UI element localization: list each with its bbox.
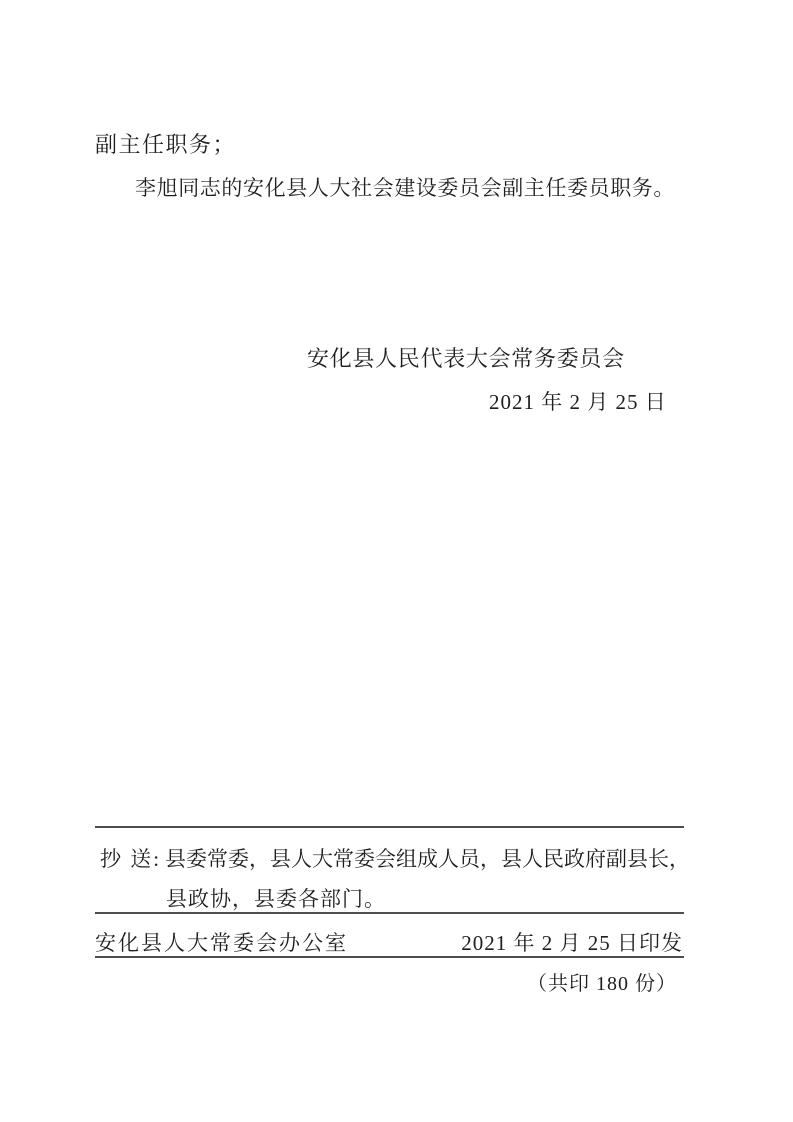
print-date: 2021 年 2 月 25 日印发 [461,931,683,955]
office-name: 安化县人大常委会办公室 [95,931,348,955]
cc-line-2: 县政协，县委各部门。 [166,887,386,911]
body-line-1: 副主任职务； [95,132,237,157]
divider-top [95,826,684,828]
divider-middle [95,912,684,914]
signature-org: 安化县人民代表大会常务委员会 [307,346,625,371]
cc-line-1: 县委常委，县人大常委会组成人员，县人民政府副县长， [165,847,690,871]
signature-date: 2021 年 2 月 25 日 [489,390,667,414]
cc-label: 抄 送: [100,847,162,871]
copies-count: （共印 180 份） [527,973,677,995]
body-line-2: 李旭同志的安化县人大社会建设委员会副主任委员职务。 [135,176,675,200]
divider-bottom [95,956,684,958]
